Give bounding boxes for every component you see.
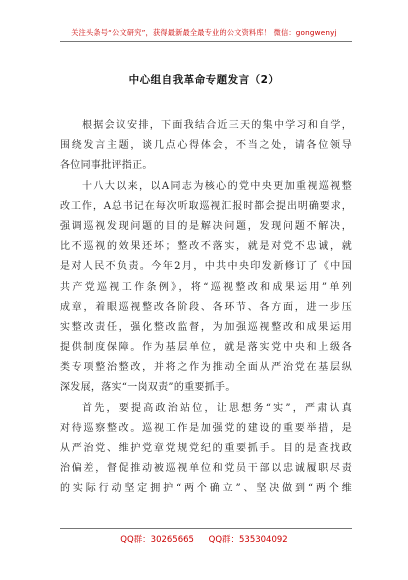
header-divider: [60, 41, 352, 42]
body-line: 治偏差，督促推动被巡视单位和党员干部以忠诚履职尽责: [60, 463, 352, 475]
body-line: 深发展，落实“一岗双责”的重要抓手。: [60, 382, 236, 394]
body-line: 强调巡视发现问题的目的是解决问题，发现问题不解决，: [60, 220, 352, 232]
body-line: 比不巡视的效果还坏；整改不落实，就是对党不忠诚，就: [60, 241, 352, 253]
body-line: 提供制度保障。作为基层单位，就是落实党中央和上级各: [60, 342, 352, 354]
footer-qq-group-2: QQ群：535304092: [208, 535, 288, 545]
body-line: 共产党巡视工作条例》，将“巡视整改和成果运用”单列: [60, 281, 352, 293]
body-line: 的实际行动坚定拥护“两个确立”、坚决做到“两个维: [60, 483, 352, 495]
body-line: 首先，要提高政治站位，让思想务“实”，严肃认真: [82, 402, 352, 414]
footer-divider: [60, 528, 352, 529]
body-line: 十八大以来，以A同志为核心的党中央更加重视巡视整: [82, 180, 352, 192]
body-line: 是对人民不负责。今年2月，中共中央印发新修订了《中国: [60, 261, 352, 273]
footer-qq-group-1: QQ群：30265665: [120, 535, 194, 545]
document-body: [60, 116, 352, 500]
document-title: 中心组自我革命专题发言（2）: [128, 74, 280, 86]
footer: [0, 533, 408, 545]
body-line: 从严治党、维护党章党规党纪的重要抓手。目的是查找政: [60, 443, 352, 454]
body-line: 围绕发言主题，谈几点心得体会，不当之处，请各位领导: [60, 140, 352, 152]
header-banner: 关注头条号“公文研究”，获得最新最全最专业的公文资料库！ 微信：gongwenyj: [71, 28, 337, 37]
body-line: 各位同事批评指正。: [60, 160, 153, 172]
body-line: 对待巡察整改。巡视工作是加强党的建设的重要举措，是: [60, 422, 352, 434]
body-line: 类专项整治整改，并将之作为推动全面从严治党在基层纵: [60, 362, 352, 374]
body-line: 根据会议安排，下面我结合近三天的集中学习和自学，: [82, 120, 352, 131]
body-line: 改工作，A总书记在每次听取巡视汇报时都会提出明确要求，: [60, 200, 352, 212]
body-line: 实整改责任，强化整改监督，为加强巡视整改和成果运用: [60, 321, 352, 333]
body-line: 成章，着眼巡视整改各阶段、各环节、各方面，进一步压: [60, 301, 352, 313]
